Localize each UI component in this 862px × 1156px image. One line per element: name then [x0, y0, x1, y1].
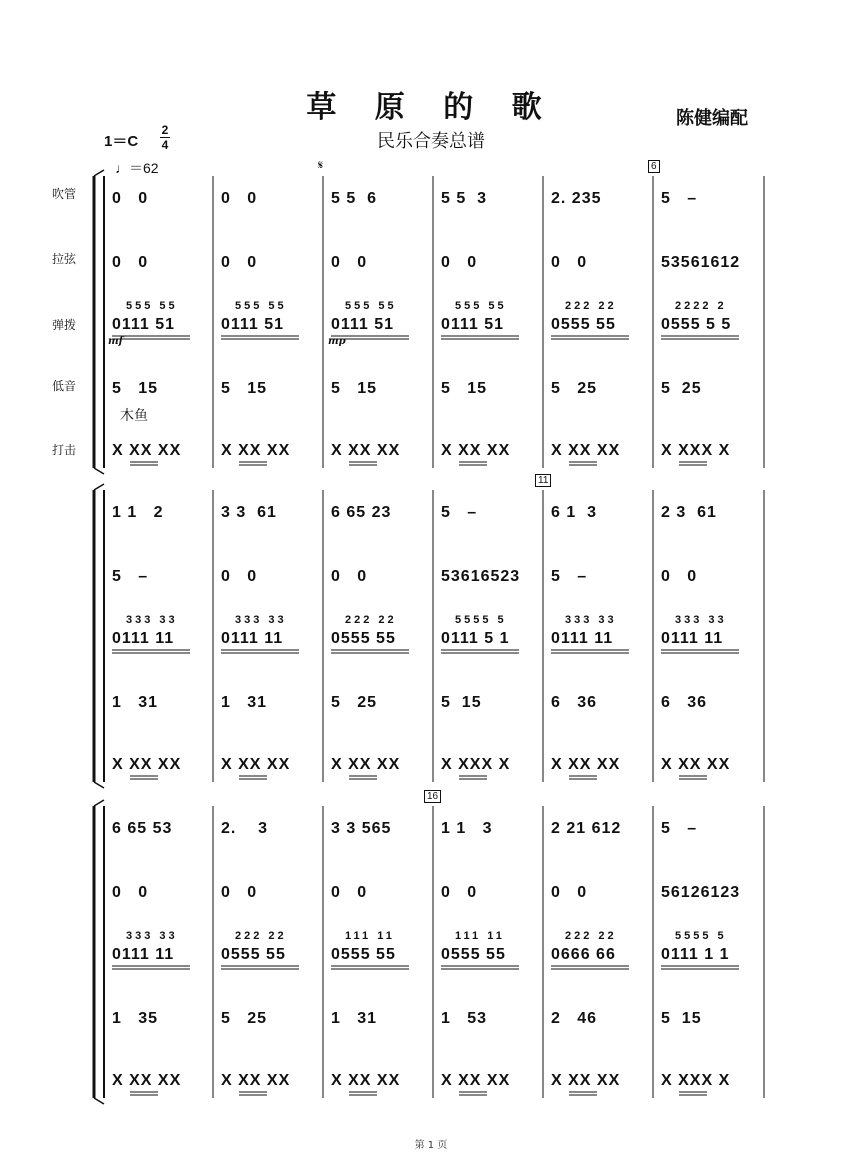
measure-7-row-1: 1 1 2: [112, 504, 164, 521]
measure-9-row-1: 6 65 23: [331, 504, 392, 521]
measure-16-row-1: 1 1 3: [441, 820, 493, 837]
measure-7-row-3: 0111 11: [112, 630, 175, 647]
measure-15-row-3: 0555 55: [331, 946, 396, 963]
measure-15-upper-notes: 111 11: [345, 930, 395, 942]
measure-8-row-4: 1 31: [221, 694, 268, 711]
measure-3-row-1: 5 5 6: [331, 190, 378, 207]
system-bracket-bottom: [94, 468, 104, 474]
measure-7-row-4: 1 31: [112, 694, 159, 711]
measure-8-row-1: 3 3 61: [221, 504, 277, 521]
measure-10-row-1: 5 –: [441, 504, 478, 521]
measure-3-row-3: 0111 51: [331, 316, 395, 333]
measure-15-row-2: 0 0: [331, 884, 368, 901]
measure-5-row-3: 0555 55: [551, 316, 616, 333]
measure-2-row-5: X XX XX: [221, 442, 291, 459]
measure-5-row-5: X XX XX: [551, 442, 621, 459]
measure-14-row-2: 0 0: [221, 884, 258, 901]
rehearsal-mark: 16: [424, 790, 441, 803]
measure-6-row-5: X XXX X: [661, 442, 731, 459]
measure-11-row-2: 5 –: [551, 568, 588, 585]
measure-6-row-3: 0555 5 5: [661, 316, 732, 333]
measure-7-row-2: 5 –: [112, 568, 149, 585]
measure-18-row-2: 56126123: [661, 884, 741, 901]
measure-11-row-5: X XX XX: [551, 756, 621, 773]
measure-18-upper-notes: 5555 5: [675, 930, 727, 942]
measure-4-row-1: 5 5 3: [441, 190, 488, 207]
page-subtitle: 民乐合奏总谱: [377, 131, 485, 152]
measure-9-upper-notes: 222 22: [345, 614, 397, 626]
measure-8-row-5: X XX XX: [221, 756, 291, 773]
measure-18-row-5: X XXX X: [661, 1072, 731, 1089]
measure-1-upper-notes: 555 55: [126, 300, 178, 312]
measure-6-row-1: 5 –: [661, 190, 698, 207]
measure-14-row-5: X XX XX: [221, 1072, 291, 1089]
measure-5-row-4: 5 25: [551, 380, 598, 397]
measure-4-upper-notes: 555 55: [455, 300, 507, 312]
measure-9-row-3: 0555 55: [331, 630, 396, 647]
measure-9-row-5: X XX XX: [331, 756, 401, 773]
measure-14-row-4: 5 25: [221, 1010, 268, 1027]
measure-8-upper-notes: 333 33: [235, 614, 287, 626]
measure-8-row-3: 0111 11: [221, 630, 284, 647]
measure-5-row-2: 0 0: [551, 254, 588, 271]
measure-2-row-1: 0 0: [221, 190, 258, 207]
measure-2-row-2: 0 0: [221, 254, 258, 271]
measure-13-row-3: 0111 11: [112, 946, 175, 963]
measure-13-row-4: 1 35: [112, 1010, 159, 1027]
measure-10-row-5: X XXX X: [441, 756, 511, 773]
tempo-marking: ♩＝62: [115, 160, 159, 176]
segno-sign: 𝄋: [318, 158, 324, 172]
measure-4-row-2: 0 0: [441, 254, 478, 271]
measure-14-row-1: 2. 3: [221, 820, 269, 837]
instrument-label-diyin: 低音: [52, 379, 77, 393]
measure-4-row-4: 5 15: [441, 380, 488, 397]
measure-13-row-5: X XX XX: [112, 1072, 182, 1089]
measure-6-row-2: 53561612: [661, 254, 741, 271]
measure-10-row-2: 53616523: [441, 568, 521, 585]
instrument-label-tanbo: 弹拨: [52, 318, 77, 332]
measure-1-row-4: 5 15: [112, 380, 159, 397]
measure-1-row-5: X XX XX: [112, 442, 182, 459]
dynamic-marking: mp: [328, 336, 346, 347]
measure-17-row-1: 2 21 612: [551, 820, 622, 837]
measure-16-row-2: 0 0: [441, 884, 478, 901]
measure-3-row-5: X XX XX: [331, 442, 401, 459]
measure-17-row-2: 0 0: [551, 884, 588, 901]
measure-14-upper-notes: 222 22: [235, 930, 287, 942]
measure-13-upper-notes: 333 33: [126, 930, 178, 942]
key-signature: 1＝C: [104, 133, 139, 150]
measure-7-upper-notes: 333 33: [126, 614, 178, 626]
measure-12-row-4: 6 36: [661, 694, 708, 711]
measure-12-row-5: X XX XX: [661, 756, 731, 773]
instrument-label-chuiguan: 吹管: [52, 187, 77, 201]
measure-10-upper-notes: 5555 5: [455, 614, 507, 626]
measure-17-row-4: 2 46: [551, 1010, 598, 1027]
measure-7-row-5: X XX XX: [112, 756, 182, 773]
measure-2-row-3: 0111 51: [221, 316, 285, 333]
measure-15-row-4: 1 31: [331, 1010, 378, 1027]
measure-4-row-3: 0111 51: [441, 316, 505, 333]
page-title: 草 原 的 歌: [306, 90, 556, 125]
measure-16-row-3: 0555 55: [441, 946, 506, 963]
measure-9-row-2: 0 0: [331, 568, 368, 585]
time-signature-top: 2: [161, 123, 169, 137]
system-bracket-top: [94, 800, 104, 806]
measure-12-upper-notes: 333 33: [675, 614, 727, 626]
measure-17-upper-notes: 222 22: [565, 930, 617, 942]
measure-2-upper-notes: 555 55: [235, 300, 287, 312]
measure-12-row-3: 0111 11: [661, 630, 724, 647]
measure-17-row-3: 0666 66: [551, 946, 616, 963]
measure-10-row-3: 0111 5 1: [441, 630, 510, 647]
measure-6-row-4: 5 25: [661, 380, 702, 397]
measure-11-row-3: 0111 11: [551, 630, 614, 647]
instrument-label-laxian: 拉弦: [52, 252, 77, 266]
measure-13-row-1: 6 65 53: [112, 820, 173, 837]
system-bracket-top: [94, 484, 104, 490]
measure-1-row-3: 0111 51: [112, 316, 176, 333]
rehearsal-mark: 11: [535, 474, 551, 487]
measure-11-row-4: 6 36: [551, 694, 598, 711]
measure-3-row-2: 0 0: [331, 254, 368, 271]
percussion-muyu-label: 木鱼: [120, 408, 148, 424]
measure-1-row-2: 0 0: [112, 254, 149, 271]
measure-2-row-4: 5 15: [221, 380, 268, 397]
measure-3-upper-notes: 555 55: [345, 300, 397, 312]
measure-18-row-3: 0111 1 1: [661, 946, 730, 963]
measure-9-row-4: 5 25: [331, 694, 378, 711]
measure-5-upper-notes: 222 22: [565, 300, 617, 312]
measure-8-row-2: 0 0: [221, 568, 258, 585]
measure-16-row-5: X XX XX: [441, 1072, 511, 1089]
measure-16-row-4: 1 53: [441, 1010, 488, 1027]
measure-16-upper-notes: 111 11: [455, 930, 505, 942]
measure-12-row-1: 2 3 61: [661, 504, 717, 521]
measure-6-upper-notes: 2222 2: [675, 300, 727, 312]
system-bracket-bottom: [94, 782, 104, 788]
arranger-credit: 陈健编配: [676, 108, 748, 129]
measure-10-row-4: 5 15: [441, 694, 482, 711]
rehearsal-mark: 6: [648, 160, 660, 173]
measure-17-row-5: X XX XX: [551, 1072, 621, 1089]
measure-11-row-1: 6 1 3: [551, 504, 598, 521]
measure-13-row-2: 0 0: [112, 884, 149, 901]
measure-15-row-5: X XX XX: [331, 1072, 401, 1089]
system-bracket-top: [94, 170, 104, 176]
measure-5-row-1: 2. 235: [551, 190, 602, 207]
page-number: 第 1 页: [414, 1140, 448, 1151]
measure-14-row-3: 0555 55: [221, 946, 286, 963]
instrument-label-daji: 打击: [52, 443, 77, 457]
measure-3-row-4: 5 15: [331, 380, 378, 397]
measure-4-row-5: X XX XX: [441, 442, 511, 459]
measure-1-row-1: 0 0: [112, 190, 149, 207]
measure-15-row-1: 3 3 565: [331, 820, 392, 837]
system-bracket-bottom: [94, 1098, 104, 1104]
measure-18-row-1: 5 –: [661, 820, 698, 837]
time-signature-bottom: 4: [161, 138, 169, 152]
measure-11-upper-notes: 333 33: [565, 614, 617, 626]
measure-18-row-4: 5 15: [661, 1010, 702, 1027]
dynamic-marking: mf: [108, 336, 123, 347]
measure-12-row-2: 0 0: [661, 568, 698, 585]
